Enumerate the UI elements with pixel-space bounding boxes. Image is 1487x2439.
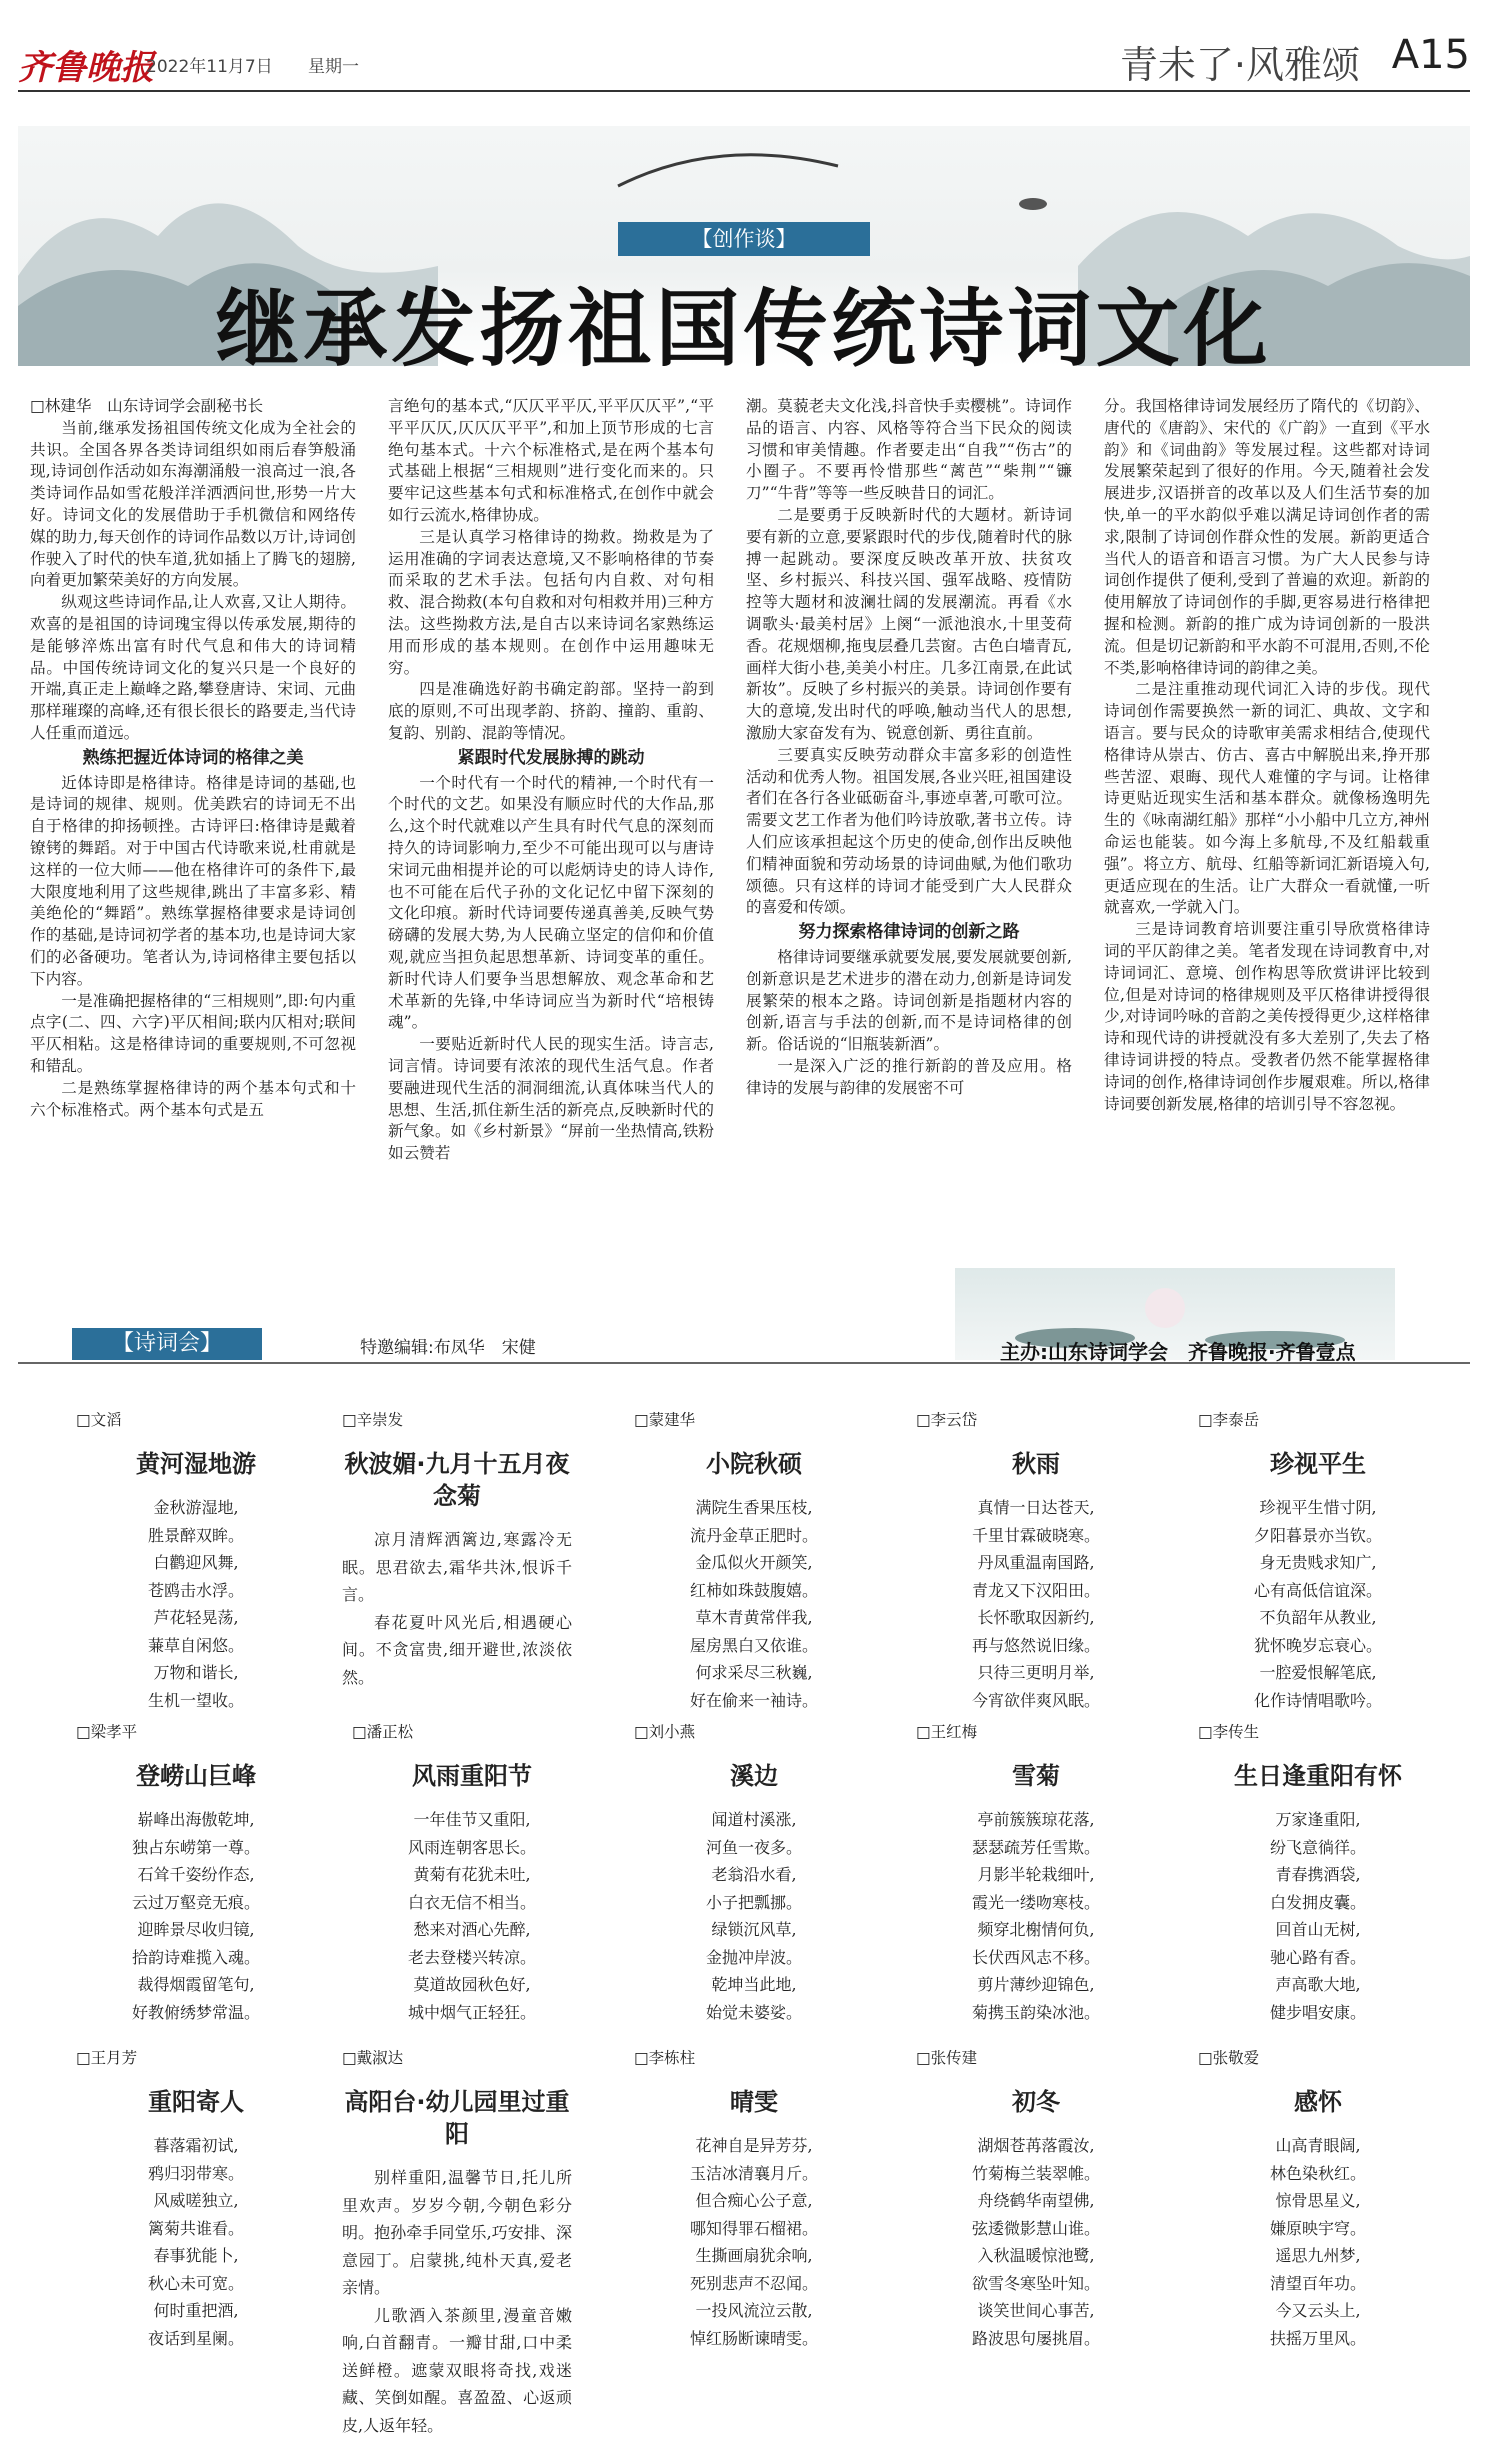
poem-author: □蒙建华 [634, 1408, 874, 1430]
poetry-column-tag: 【诗词会】 [72, 1328, 262, 1360]
poem-line: 何求采尽三秋巍, [634, 1659, 874, 1687]
poem-line: 丹凤重温南国路, [916, 1549, 1156, 1577]
poem-line: 绿锁沉风草, [634, 1916, 874, 1944]
poem-line: 草木青黄常伴我, [634, 1604, 874, 1632]
poem-line: 健步唱安康。 [1198, 1999, 1438, 2027]
article-headline: 继承发扬祖国传统诗词文化 [0, 262, 1487, 383]
poem [634, 1408, 874, 1714]
poem-author: □李云岱 [916, 1408, 1156, 1430]
poem-line: 化作诗情唱歌吟。 [1198, 1687, 1438, 1715]
poem-title: 重阳寄人 [76, 2086, 316, 2118]
article-column-2 [388, 396, 714, 1256]
poem-author: □张敬爱 [1198, 2046, 1438, 2068]
poem-line: 霞光一缕吻寒枝。 [916, 1889, 1156, 1917]
paragraph: 一要贴近新时代人民的现实生活。诗言志,词言情。诗词要有浓浓的现代生活气息。作者要融进现代生活的洞洞细流,认真体味当代人的思想、生活,抓住新生活的新亮点,反映新时代的新气象。如《乡村新景》“屏前一坐热情高,铁粉如云赞若 [388, 1034, 714, 1165]
paragraph: 分。我国格律诗词发展经历了隋代的《切韵》、唐代的《唐韵》、宋代的《广韵》一直到《平水韵》和《词曲韵》等发展过程。这些都对诗词发展繁荣起到了很好的作用。今天,随着社会发展进步,汉语拼音的改革以及人们生活节奏的加快,单一的平水韵似乎难以满足诗词创作者的需求,限制了诗词创作群众性的发展。新韵更适合当代人的语音和语言习惯。为广大人民参与诗词创作提供了便利,受到了普遍的欢迎。新韵的使用解放了诗词创作的手脚,更容易进行格律把握和检测。新韵的推广成为诗词创新的一股洪流。但是切记新韵和平水韵不可混用,否则,不伦不类,影响格律诗词的韵律之美。 [1104, 396, 1430, 679]
poem-line: 芦花轻晃荡, [76, 1604, 316, 1632]
poem-author: □王红梅 [916, 1720, 1156, 1742]
poem-line: 一年佳节又重阳, [352, 1806, 592, 1834]
poem-line: 月影半轮栽细叶, [916, 1861, 1156, 1889]
poem-author: □张传建 [916, 2046, 1156, 2068]
poem-line: 长怀歌取因新约, [916, 1604, 1156, 1632]
poem-title: 初冬 [916, 2086, 1156, 2118]
subheading: 熟练把握近体诗词的格律之美 [30, 748, 356, 770]
poem-author: □梁孝平 [76, 1720, 316, 1742]
poem-line: 再与悠然说旧缘。 [916, 1632, 1156, 1660]
poem-line: 苍鸥击水浮。 [76, 1577, 316, 1605]
poem [1198, 1720, 1438, 2026]
poem-line: 只待三更明月举, [916, 1659, 1156, 1687]
poem-line: 独占东崂第一尊。 [76, 1834, 316, 1862]
poem [342, 1408, 572, 1691]
poem-line: 迎眸景尽收归镜, [76, 1916, 316, 1944]
poem-line: 夕阳暮景亦当钦。 [1198, 1522, 1438, 1550]
poem-author: □王月芳 [76, 2046, 316, 2068]
paragraph: 三是诗词教育培训要注重引导欣赏格律诗词的平仄韵律之美。笔者发现在诗词教育中,对诗词词汇、意境、创作构思等欣赏讲评比较到位,但是对诗词的格律规则及平仄格律讲授得很少,对诗词吟咏的音韵之美传授得更少,这样格律诗和现代诗的讲授就没有多大差别了,失去了格律诗词讲授的特点。受教者仍然不能掌握格律诗词的创作,格律诗词创作步履艰难。所以,格律诗词要创新发展,格律的培训引导不容忽视。 [1104, 919, 1430, 1115]
poem-line: 瑟瑟疏芳任雪欺。 [916, 1834, 1156, 1862]
poem-line: 路波思句屡挑眉。 [916, 2325, 1156, 2353]
poem-line: 好在偷来一袖诗。 [634, 1687, 874, 1715]
divider [18, 1362, 1470, 1364]
poem-author: □李传生 [1198, 1720, 1438, 1742]
poem-line: 遥思九州梦, [1198, 2242, 1438, 2270]
poem-author: □刘小燕 [634, 1720, 874, 1742]
subheading: 紧跟时代发展脉搏的跳动 [388, 748, 714, 770]
poem-line: 万物和谐长, [76, 1659, 316, 1687]
poem-line: 剪片薄纱迎锦色, [916, 1971, 1156, 1999]
poem-line: 真情一日达苍天, [916, 1494, 1156, 1522]
poem-line: 老翁沿水看, [634, 1861, 874, 1889]
poem-line: 频穿北榭情何负, [916, 1916, 1156, 1944]
poem-line: 崭峰出海傲乾坤, [76, 1806, 316, 1834]
poem-stanza: 春花夏叶风光后,相遇硬心间。不贪富贵,细开避世,浓淡依然。 [342, 1609, 572, 1692]
issue-weekday: 星期一 [308, 52, 359, 77]
poem [1198, 2046, 1438, 2352]
poem [1198, 1408, 1438, 1714]
poem-title: 雪菊 [916, 1760, 1156, 1792]
paragraph: 二是要勇于反映新时代的大题材。新诗词要有新的立意,要紧跟时代的步伐,随着时代的脉搏一起跳动。要深度反映改革开放、扶贫攻坚、乡村振兴、科技兴国、强军战略、疫情防控等大题材和波澜壮阔的发展潮流。再看《水调歌头·最美村居》上阕“一派池浪水,十里芰荷香。花规烟柳,拖曳层叠几芸窗。古色白墙青瓦,画样大街小巷,美美小村庄。几多江南景,在此试新妆”。反映了乡村振兴的美景。诗词创作要有大的意境,发出时代的呼唤,触动当代人的思想,激励大家奋发有为、锐意创新、勇往直前。 [746, 505, 1072, 745]
paragraph: 言绝句的基本式,“仄仄平平仄,平平仄仄平”,“平平平仄仄,仄仄仄平平”,和加上顶节形成的七言绝句基本式。十六个标准格式,是在两个基本句式基础上根据“三相规则”进行变化而来的。只要牢记这些基本句式和标准格式,在创作中就会如行云流水,格律协成。 [388, 396, 714, 527]
poem-line: 谈笑世间心事苦, [916, 2297, 1156, 2325]
paragraph: 一是准确把握格律的“三相规则”,即:句内重点字(二、四、六字)平仄相间;联内仄相对;联间平仄相粘。这是格律诗词的重要规则,不可忽视和错乱。 [30, 991, 356, 1078]
paragraph: 纵观这些诗词作品,让人欢喜,又让人期待。欢喜的是祖国的诗词瑰宝得以传承发展,期待的是能够淬炼出富有时代气息和伟大的诗词精品。中国传统诗词文化的复兴只是一个良好的开端,真正走上巅峰之路,攀登唐诗、宋词、元曲那样璀璨的高峰,还有很长很长的路要走,当代诗人任重而道远。 [30, 592, 356, 745]
poem [342, 2046, 572, 2439]
paragraph: 三是认真学习格律诗的拗救。拗救是为了运用准确的字词表达意境,又不影响格律的节奏而采取的艺术手法。包括句内自救、对句相救、混合拗救(本句自救和对句相救并用)三种方法。这些拗救方法,是自古以来诗词名家熟练运用而形成的基本规则。在创作中运用趣味无穷。 [388, 527, 714, 680]
poem-line: 玉洁冰清襄月斤。 [634, 2160, 874, 2188]
poem-line: 闻道村溪涨, [634, 1806, 874, 1834]
poem-line: 小子把瓢挪。 [634, 1889, 874, 1917]
article-column-1 [30, 396, 356, 1256]
poem-line: 胜景醉双眸。 [76, 1522, 316, 1550]
subheading: 努力探索格律诗词的创新之路 [746, 922, 1072, 944]
poem-line: 始觉未婆娑。 [634, 1999, 874, 2027]
poem-title: 黄河湿地游 [76, 1448, 316, 1480]
poem-title: 晴雯 [634, 2086, 874, 2118]
article-column-4 [1104, 396, 1430, 1276]
poem-line: 哪知得罪石榴裙。 [634, 2215, 874, 2243]
poem-line: 何时重把酒, [76, 2297, 316, 2325]
poem-line: 白发拥皮囊。 [1198, 1889, 1438, 1917]
poem-line: 石耸千姿纷作态, [76, 1861, 316, 1889]
poem-line: 长伏西风志不移。 [916, 1944, 1156, 1972]
poem-line: 一投风流泣云散, [634, 2297, 874, 2325]
poem [634, 1720, 874, 2026]
poem-title: 风雨重阳节 [352, 1760, 592, 1792]
section-title: 青未了·风雅颂 [1120, 34, 1360, 89]
poem [76, 2046, 316, 2352]
paragraph: 二是熟练掌握格律诗的两个基本句式和十六个标准格式。两个基本句式是五 [30, 1078, 356, 1122]
poem-line: 山高青眼阔, [1198, 2132, 1438, 2160]
poem-line: 春事犹能卜, [76, 2242, 316, 2270]
poem [916, 1408, 1156, 1714]
host-line: 主办:山东诗词学会 齐鲁晚报·齐鲁壹点 [1000, 1336, 1356, 1365]
poem-author: □辛崇发 [342, 1408, 572, 1430]
article-column-tag: 【创作谈】 [618, 222, 870, 256]
poem-author: □潘正松 [352, 1720, 592, 1742]
poem-line: 秋心未可宽。 [76, 2270, 316, 2298]
paragraph: 一个时代有一个时代的精神,一个时代有一个时代的文艺。如果没有顺应时代的大作品,那么,这个时代就难以产生具有时代气息的深刻而持久的诗词影响力,至少不可能出现可以与唐诗宋词元曲相提并论的可以彪炳诗史的诗人诗作,也不可能在后代子孙的文化记忆中留下深刻的文化印痕。新时代诗词要传递真善美,反映气势磅礴的发展大势,为人民确立坚定的信仰和价值观,就应当担负起思想革新、诗词变革的重任。新时代诗人们要争当思想解放、观念革命和艺术革新的先锋,中华诗词应当为新时代“培根铸魂”。 [388, 773, 714, 1035]
poem-title: 溪边 [634, 1760, 874, 1792]
paragraph: 一是深入广泛的推行新韵的普及应用。格律诗的发展与韵律的发展密不可 [746, 1056, 1072, 1100]
poem-line: 城中烟气正轻狂。 [352, 1999, 592, 2027]
issue-date: 2022年11月7日 [146, 52, 273, 77]
poem-title: 秋波媚·九月十五月夜念菊 [342, 1448, 572, 1512]
poem-line: 菊携玉韵染冰池。 [916, 1999, 1156, 2027]
poem-line: 风威嗟独立, [76, 2187, 316, 2215]
poem-line: 但合痴心公子意, [634, 2187, 874, 2215]
poem-stanza: 别样重阳,温馨节日,托儿所里欢声。岁岁今朝,今朝色彩分明。抱孙牵手同堂乐,巧安排、深意园丁。启蒙挑,纯朴天真,爱老亲情。 [342, 2164, 572, 2302]
page-number: A15 [1392, 32, 1470, 78]
poem-line: 湖烟苍苒落霞汝, [916, 2132, 1156, 2160]
poem-line: 云过万壑竞无痕。 [76, 1889, 316, 1917]
poem-title: 小院秋硕 [634, 1448, 874, 1480]
poem-line: 乾坤当此地, [634, 1971, 874, 1999]
poem-line: 蒹草自闲悠。 [76, 1632, 316, 1660]
poem-line: 不负韶年从教业, [1198, 1604, 1438, 1632]
poem-line: 生撕画扇犹余响, [634, 2242, 874, 2270]
paragraph: 潮。莫藐老夫文化浅,抖音快手卖樱桃”。诗词作品的语言、内容、风格等符合当下民众的阅读习惯和审美情趣。作者要走出“自我”“伤古”的小圈子。不要再怜惜那些“蓠芭”“柴荆”“镰刀”“牛背”等等一些反映昔日的词汇。 [746, 396, 1072, 505]
poem-line: 青春携酒袋, [1198, 1861, 1438, 1889]
poem-author: □戴淑达 [342, 2046, 572, 2068]
paragraph: 三要真实反映劳动群众丰富多彩的创造性活动和优秀人物。祖国发展,各业兴旺,祖国建设者们在各行各业砥砺奋斗,事迹卓著,可歌可泣。需要文艺工作者为他们吟诗放歌,著书立传。诗人们应该承担起这个历史的使命,创作出反映他们精神面貌和劳动场景的诗词曲赋,为他们歌功颂德。只有这样的诗词才能受到广大人民群众的喜爱和传颂。 [746, 745, 1072, 919]
poem-line: 珍视平生惜寸阴, [1198, 1494, 1438, 1522]
paragraph: 近体诗即是格律诗。格律是诗词的基础,也是诗词的规律、规则。优美跌宕的诗词无不出自于格律的抑扬顿挫。古诗评曰:格律诗是戴着镣铐的舞蹈。对于中国古代诗歌来说,杜甫就是这样的一位大师——他在格律许可的条件下,最大限度地利用了这些规律,跳出了丰富多彩、精美绝伦的“舞蹈”。熟练掌握格律要求是诗词创作的基础,是诗词初学者的基本功,也是诗词大家们的必备硬功。笔者认为,诗词格律主要包括以下内容。 [30, 773, 356, 991]
article-column-3 [746, 396, 1072, 1256]
poem-line: 欲雪冬寒坠叶知。 [916, 2270, 1156, 2298]
poem-title: 高阳台·幼儿园里过重阳 [342, 2086, 572, 2150]
poem-line: 驰心路有香。 [1198, 1944, 1438, 1972]
poem-line: 生机一望收。 [76, 1687, 316, 1715]
paragraph: 当前,继承发扬祖国传统文化成为全社会的共识。全国各界各类诗词组织如雨后春笋般涌现,诗词创作活动如东海潮涌般一浪高过一浪,各类诗词作品如雪花般洋洋洒洒问世,形势一片大好。诗词文化的发展借助于手机微信和网络传媒的助力,每天创作的诗词作品数以万计,诗词创作驶入了时代的快车道,犹如插上了腾飞的翅膀,向着更加繁荣美好的方向发展。 [30, 418, 356, 592]
poem [76, 1408, 316, 1714]
poem-line: 今宵欲伴爽风眠。 [916, 1687, 1156, 1715]
poem-author: □李栋柱 [634, 2046, 874, 2068]
poem-line: 声高歌大地, [1198, 1971, 1438, 1999]
poem-line: 好教俯绣梦常温。 [76, 1999, 316, 2027]
poem-title: 感怀 [1198, 2086, 1438, 2118]
poem-line: 入秋温暖惊池鹭, [916, 2242, 1156, 2270]
poem-line: 满院生香果压枝, [634, 1494, 874, 1522]
poem-line: 流丹金草正肥时。 [634, 1522, 874, 1550]
poem-line: 金抛冲岸波。 [634, 1944, 874, 1972]
poem-line: 莫道故园秋色好, [352, 1971, 592, 1999]
poem-line: 犹怀晚岁忘衰心。 [1198, 1632, 1438, 1660]
poem [634, 2046, 874, 2352]
poem-line: 回首山无树, [1198, 1916, 1438, 1944]
poem-line: 亭前簇簇琼花落, [916, 1806, 1156, 1834]
poem-line: 金秋游湿地, [76, 1494, 316, 1522]
paragraph: 四是准确选好韵书确定韵部。坚持一韵到底的原则,不可出现孝韵、挤韵、撞韵、重韵、复韵、别韵、混韵等情况。 [388, 679, 714, 744]
poem-line: 裁得烟霞留笔句, [76, 1971, 316, 1999]
poem-line: 千里甘霖破晓寒。 [916, 1522, 1156, 1550]
poem-line: 一腔爱恨解笔底, [1198, 1659, 1438, 1687]
poem-line: 今又云头上, [1198, 2297, 1438, 2325]
poem-line: 舟绕鹤华南望佛, [916, 2187, 1156, 2215]
poem-author: □文滔 [76, 1408, 316, 1430]
poem-line: 花神自是异芳芬, [634, 2132, 874, 2160]
author-byline: □林建华 山东诗词学会副秘书长 [30, 396, 356, 418]
poem-line: 林色染秋红。 [1198, 2160, 1438, 2188]
newspaper-logo: 齐鲁晚报 [18, 40, 154, 89]
poem-line: 暮落霜初试, [76, 2132, 316, 2160]
poem-line: 纷飞意徜徉。 [1198, 1834, 1438, 1862]
poem-line: 白鹳迎风舞, [76, 1549, 316, 1577]
poem-line: 嫌原映宇穹。 [1198, 2215, 1438, 2243]
poem-line: 竹菊梅兰装翠帷。 [916, 2160, 1156, 2188]
poem-stanza: 儿歌酒入茶颜里,漫童音嫩响,白首翻青。一瓣甘甜,口中柔送鲜橙。遮蒙双眼将奇找,戏迷藏、笑倒如醒。喜盈盈、心返顽皮,人返年轻。 [342, 2302, 572, 2439]
poem-line: 白衣无信不相当。 [352, 1889, 592, 1917]
poem-line: 愁来对酒心先醉, [352, 1916, 592, 1944]
poem-line: 河鱼一夜多。 [634, 1834, 874, 1862]
poem-line: 清望百年功。 [1198, 2270, 1438, 2298]
poem-line: 夜话到星阑。 [76, 2325, 316, 2353]
masthead [18, 22, 1470, 92]
poem-line: 屋房黑白又依谁。 [634, 1632, 874, 1660]
poem-line: 万家逢重阳, [1198, 1806, 1438, 1834]
poem [916, 1720, 1156, 2026]
poem-line: 篱菊共谁看。 [76, 2215, 316, 2243]
poem [352, 1720, 592, 2026]
poem-title: 登崂山巨峰 [76, 1760, 316, 1792]
paragraph: 二是注重推动现代词汇入诗的步伐。现代诗词创作需要换然一新的词汇、典故、文字和语言。要与民众的诗歌审美需求相结合,使现代格律诗从崇古、仿古、喜古中解脱出来,挣开那些苦涩、艰晦、现代人难懂的字与词。让格律诗更贴近现实生活和基本群众。就像杨逸明先生的《咏南湖红船》那样“小小船中几立方,神州命运也能装。如今海上多航母,不及红船载重强”。将立方、航母、红船等新词汇新语境入句,更适应现在的生活。让广大群众一看就懂,一听就喜欢,一学就入门。 [1104, 679, 1430, 919]
paragraph: 格律诗词要继承就要发展,要发展就要创新,创新意识是艺术进步的潜在动力,创新是诗词发展繁荣的根本之路。诗词创新是指题材内容的创新,语言与手法的创新,而不是诗词格律的创新。俗话说的“旧瓶装新酒”。 [746, 947, 1072, 1056]
poem-line: 死别悲声不忍闻。 [634, 2270, 874, 2298]
poem-line: 青龙又下汉阳田。 [916, 1577, 1156, 1605]
poem-line: 心有高低信谊深。 [1198, 1577, 1438, 1605]
poem-line: 老去登楼兴转凉。 [352, 1944, 592, 1972]
poem-line: 拾韵诗难揽入魂。 [76, 1944, 316, 1972]
poem-line: 惊骨思星义, [1198, 2187, 1438, 2215]
poem-line: 身无贵贱求知广, [1198, 1549, 1438, 1577]
poem-line: 悼红肠断谏晴雯。 [634, 2325, 874, 2353]
poem-line: 弦逶微影慧山谁。 [916, 2215, 1156, 2243]
poem-line: 鸦归羽带寒。 [76, 2160, 316, 2188]
poem [916, 2046, 1156, 2352]
poem-line: 黄菊有花犹未吐, [352, 1861, 592, 1889]
poem [76, 1720, 316, 2026]
poem-author: □李泰岳 [1198, 1408, 1438, 1430]
poem-line: 红柿如珠鼓腹嬉。 [634, 1577, 874, 1605]
poem-line: 风雨连朝客思长。 [352, 1834, 592, 1862]
poem-title: 珍视平生 [1198, 1448, 1438, 1480]
poem-stanza: 凉月清辉洒篱边,寒露冷无眠。思君欲去,霜华共沐,恨诉千言。 [342, 1526, 572, 1609]
poem-title: 生日逢重阳有怀 [1198, 1760, 1438, 1792]
poem-line: 金瓜似火开颜笑, [634, 1549, 874, 1577]
poem-title: 秋雨 [916, 1448, 1156, 1480]
poem-line: 扶摇万里风。 [1198, 2325, 1438, 2353]
guest-editor: 特邀编辑:布凤华 宋健 [360, 1333, 536, 1358]
